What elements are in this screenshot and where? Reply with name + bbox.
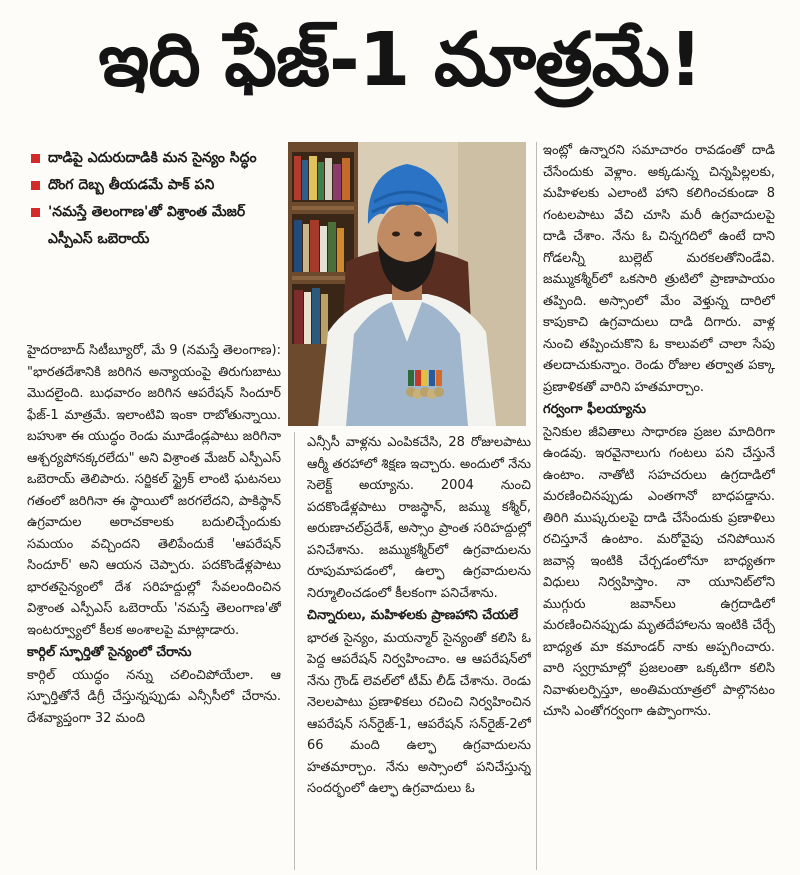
highlight-text: దాడిపై ఎదురుదాడికి మన సైన్యం సిద్ధం	[48, 150, 257, 166]
highlight-item	[27, 199, 279, 253]
article-paragraph: హైదరాబాద్‌ సిటీబ్యూరో, మే 9 (నమస్తే తెలంగాణ): "భారతదేశానికి జరిగిన అన్యాయంపై తిరుగుబాటు మొదలైంది. బుధవారం జరిగిన ఆపరేషన్‌ సిందూర్‌ ఫేజ్‌-1 మాత్రమే. ఇలాంటివి ఇంకా రాబోతున్నాయి. బహుశా ఈ యుద్ధం రెండు మూడేండ్లపాటు జరిగినా ఆశ్చర్యపోనక్కరలేదు" అని విశ్రాంత మేజర్‌ ఎస్పీఎస్‌ ఒబెరాయ్‌ తెలిపారు. సర్జికల్‌ స్ట్రైక్‌ లాంటి ఘటనలు గతంలో జరిగినా ఈ స్థాయిలో జరగలేదని, పాకిస్థాన్‌ ఉగ్రవాదుల అరాచకాలకు బదులిచ్చేందుకు సమయం వచ్చిందని తెలిపేందుకే 'ఆపరేషన్‌ సిందూర్‌' అని ఆయన చెప్పారు. పదకొండేళ్లపాటు భారతసైన్యంలో దేశ సరిహద్దుల్లో సేవలందించిన విశ్రాంత ఎస్పీఎస్‌ ఒబెరాయ్‌ 'నమస్తే తెలంగాణ'తో ఇంటర్వ్యూలో కీలక అంశాలపై మాట్లాడారు.	[27, 343, 281, 638]
red-square-bullet-icon	[31, 181, 40, 190]
article-paragraph: కార్గిల్‌ యుద్ధం నన్ను చలించిపోయేలా. ఆ స్ఫూర్తితోనే డిగ్రీ చేస్తున్నప్పుడు ఎన్సీసీలో చేరాను. దేశవ్యాప్తంగా 32 మంది	[27, 667, 281, 726]
article-column-1	[27, 340, 281, 870]
column-divider	[294, 432, 295, 870]
highlights-list	[27, 145, 279, 253]
section-subhead: చిన్నారులు, మహిళలకు ప్రాణహాని చేయలే	[307, 608, 519, 623]
column-divider	[536, 142, 537, 870]
article-paragraph: సైనికుల జీవితాలు సాధారణ ప్రజల మాదిరిగా ఉండవు. ఇరవైనాలుగు గంటలు పని చేస్తునే ఉంటాం. నాతోటి సహచరులు ఉగ్రదాడిలో మరణించినప్పుడు ఎంతగానో బాధపడ్డాను. తిరిగి ముష్కరులపై దాడి చేసేందుకు ప్రణాళిలు రచిస్తూనే ఉంటాం. మరోవైపు చనిపోయిన జవాన్ల ఇంటికి చేర్చడంలోనూ బాధ్యతగా విధులు నిర్వహిస్తాం. నా యూనిట్‌లోని ముగ్గురు జవాన్‌లు ఉగ్రదాడిలో మరణించినప్పుడు మృతదేహాలను ఇంటికి చేర్చే బాధ్యత మా కమాండర్‌ నాకు అప్పగించారు. వారి స్వగ్రామాల్లో ప్రజలంతా ఒక్కటిగా కలిసి నివాళులర్పిస్తూ, అంతిమయాత్రలో పాల్గొనటం చూసి ఎంతోగర్వంగా ఉప్పొంగాను.	[543, 424, 775, 719]
section-subhead: కార్గిల్‌ స్ఫూర్తితో సైన్యంలో చేరాను	[27, 645, 192, 660]
portrait-photo	[288, 142, 526, 426]
headline: ఇది ఫేజ్‌-1 మాత్రమే!	[98, 17, 702, 103]
highlight-text: దొంగ దెబ్బ తీయడమే పాక్‌ పని	[48, 177, 215, 193]
article-column-3	[543, 140, 775, 865]
red-square-bullet-icon	[31, 154, 40, 163]
portrait-illustration	[288, 142, 526, 426]
article-paragraph: భారత సైన్యం, మయన్మార్‌ సైన్యంతో కలిసి ఓ పెద్ద ఆపరేషన్‌ నిర్వహించాం. ఆ ఆపరేషన్‌లో నేను గ్రౌండ్‌ లెవల్‌లో టీమ్‌ లీడ్‌ చేశాను. రెండు నెలలపాటు ప్రణాళికలు రచించి నిర్వహించిన ఆపరేషన్‌ సన్‌రైజ్‌-1, ఆపరేషన్‌ సన్‌రైజ్‌-2లో 66 మంది ఉల్ఫా ఉగ్రవాదులను హతమార్చాం. నేను అస్సాంలో పనిచేస్తున్న సందర్భంలో ఉల్ఫా ఉగ్రవాదులు ఓ	[307, 630, 531, 796]
highlight-item	[27, 145, 279, 172]
section-subhead: గర్వంగా ఫీలయ్యాను	[543, 402, 646, 417]
article-column-2	[307, 432, 531, 872]
red-square-bullet-icon	[31, 208, 40, 217]
article-paragraph: ఇంట్లో ఉన్నారని సమాచారం రావడంతో దాడి చేసేందుకు వెళ్లాం. అక్కడున్న చిన్నపిల్లలకు, మహిళలకు ఎలాంటి హాని కలిగించకుండా 8 గంటలపాటు వేచి చూసి మరీ ఉగ్రవాదులపై దాడి చేశాం. నేను ఓ చిన్నగదిలో ఉంటే దాని గోడలన్నీ బుల్లెట్‌ మరకలతోనిండేవి. జమ్ముకశ్మీర్‌లో ఒకసారి త్రుటిలో ప్రాణాపాయం తప్పింది. అస్సాంలో మేం వెళ్తున్న దారిలో కాపుకాచి ఉగ్రవాదులు దాడి దిగారు. వాళ్ల నుంచి తప్పించుకొని ఓ కాలువలో చాలా సేపు తలదాచుకున్నాం. రెండు రోజుల తర్వాత పక్కా ప్రణాళికతో వారిని హతమార్చాం.	[543, 143, 775, 395]
article-paragraph: ఎన్సీసీ వాళ్లను ఎంపికచేసి, 28 రోజులపాటు ఆర్మీ తరహాలో శిక్షణ ఇచ్చారు. అందులో నేను సెలెక్ట్‌ అయ్యాను. 2004 నుంచి పదకొండేళ్లపాటు రాజస్థాన్‌, జమ్ము కశ్మీర్‌, అరుణాచల్‌ప్రదేశ్‌, అస్సాం ప్రాంత సరిహద్దుల్లో పనిచేశాను. జమ్ముకశ్మీర్‌లో ఉగ్రవాదులను రూపుమాపడంలో, ఉల్ఫా ఉగ్రవాదులను నిర్మూలించడంలో కీలకంగా పనిచేశాను.	[307, 435, 531, 601]
highlight-item	[27, 172, 279, 199]
highlight-text: 'నమస్తే తెలంగాణ'తో విశ్రాంత మేజర్‌ ఎస్పీఎస్‌ ఒబెరాయ్‌	[48, 204, 246, 247]
